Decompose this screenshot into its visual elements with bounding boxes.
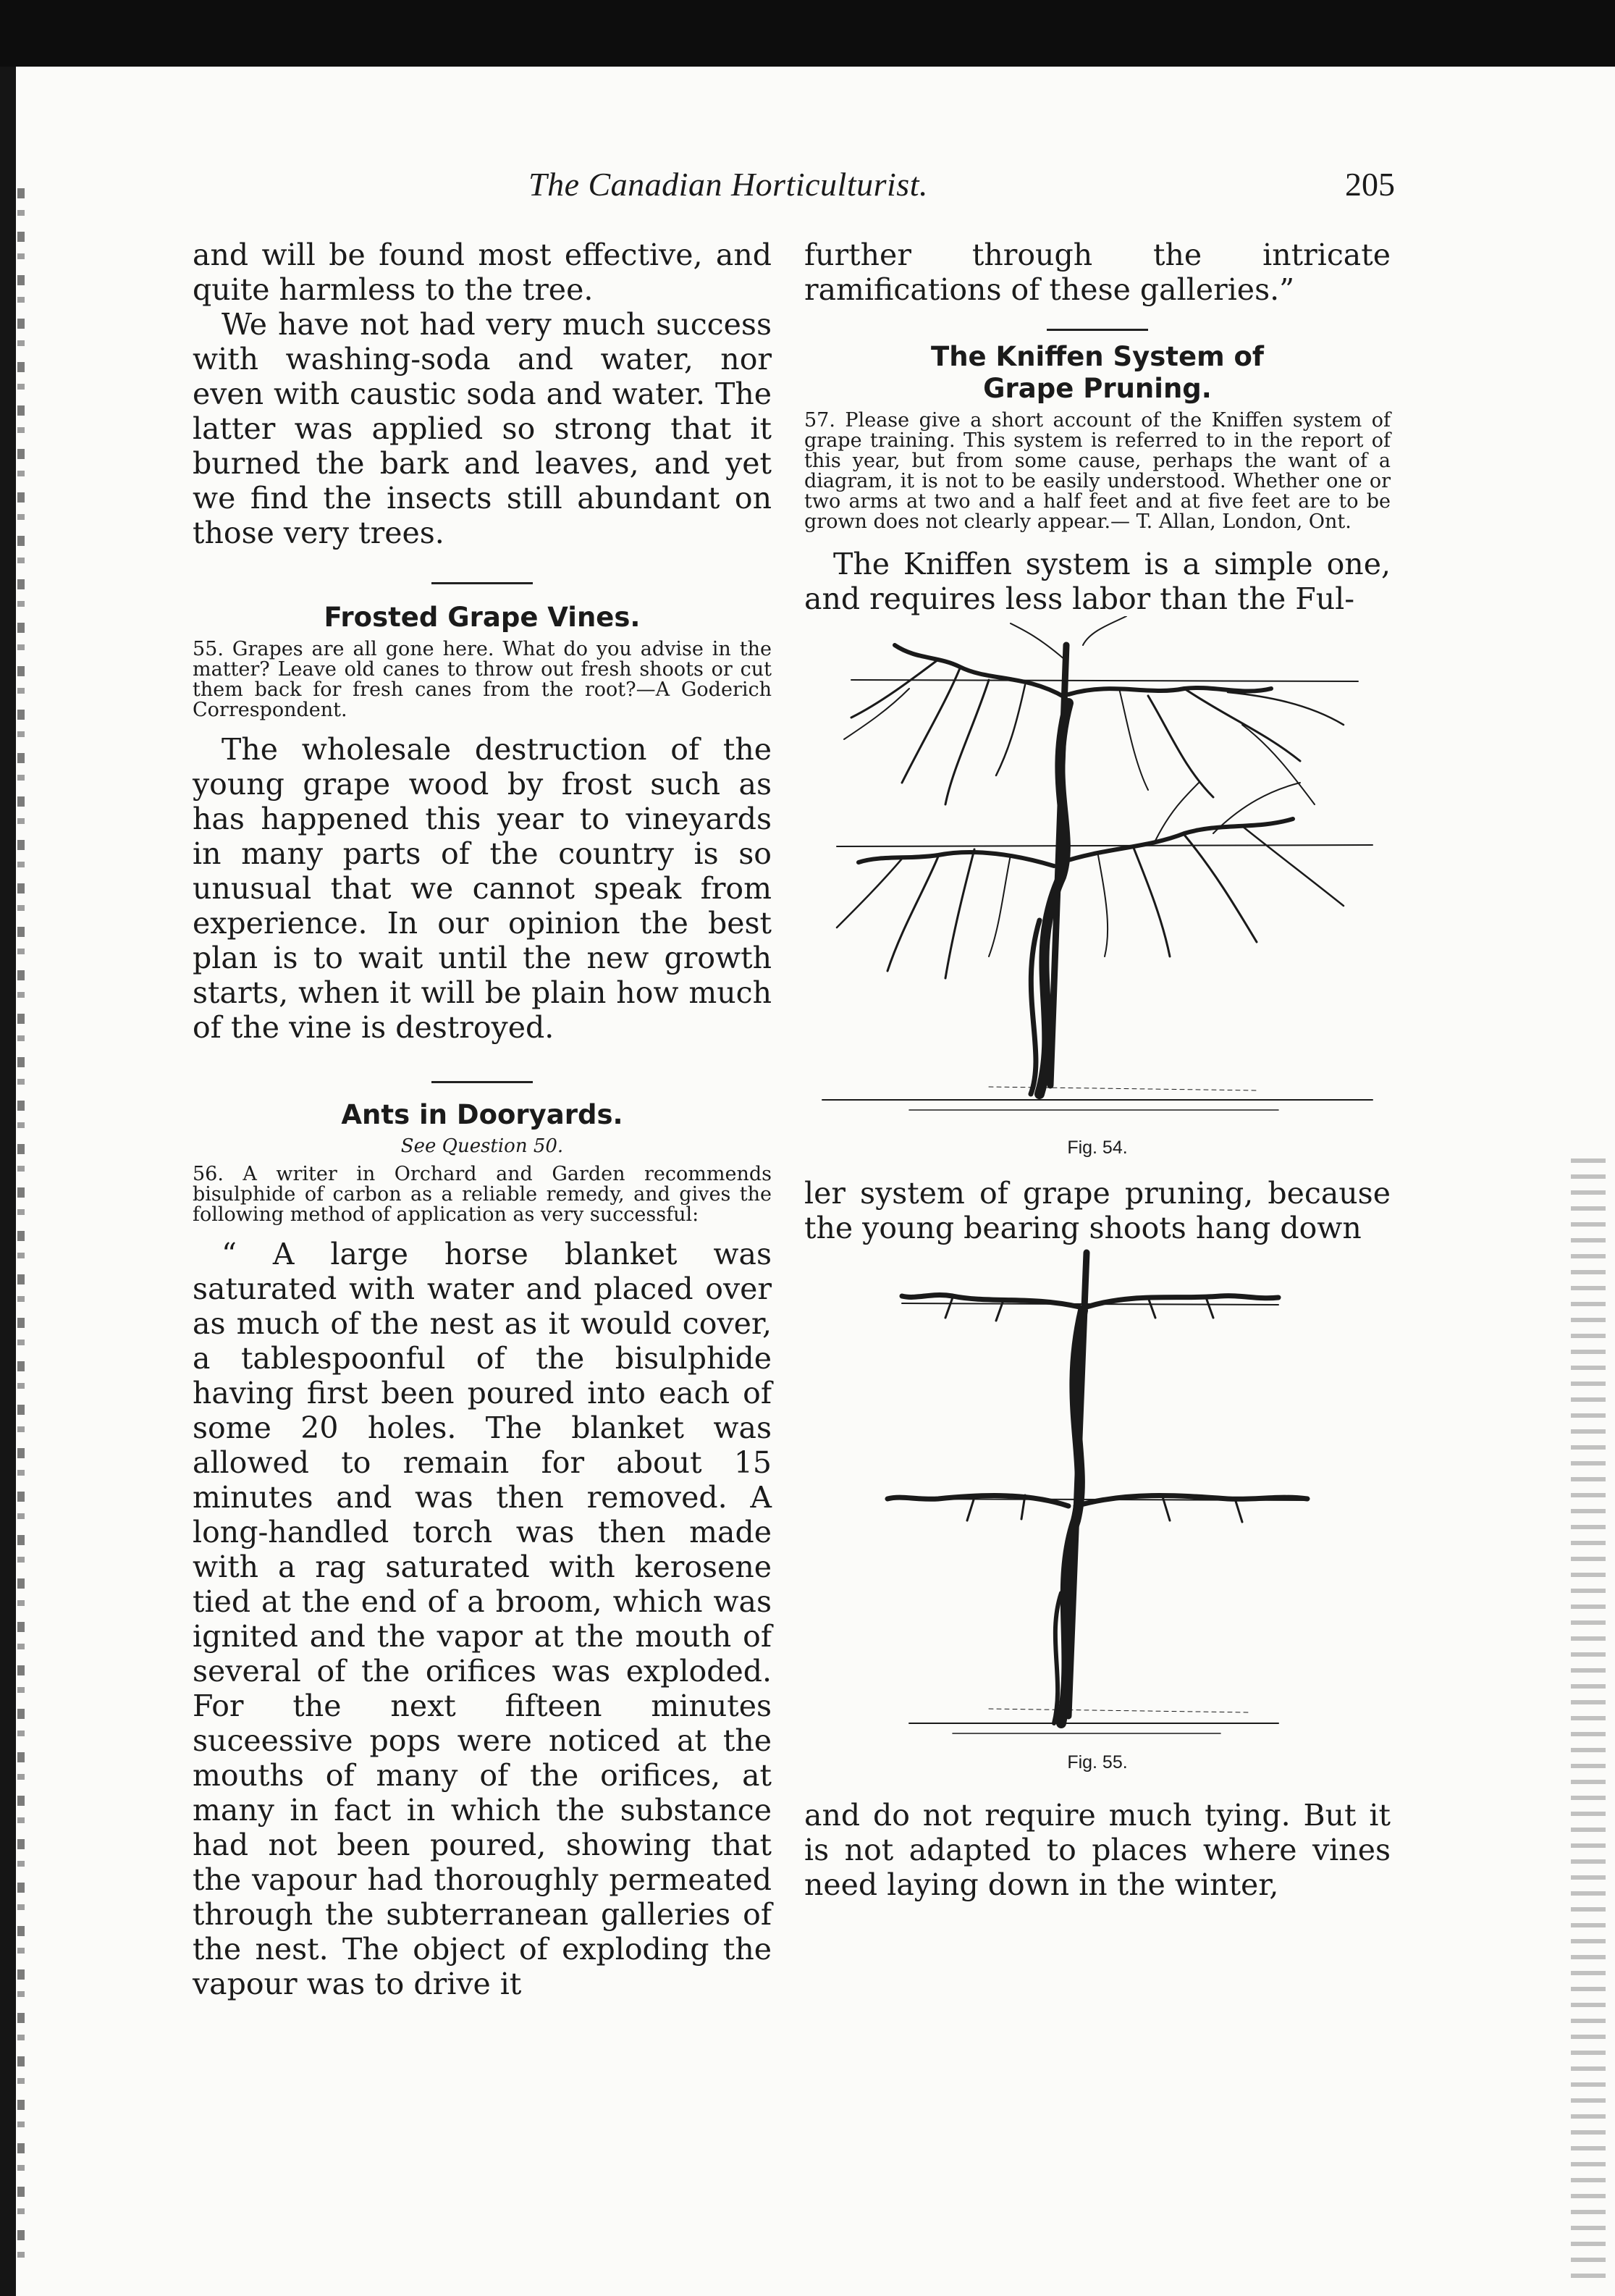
paragraph: We have not had very much success with washing-soda and water, nor even with caustic soda and water. The latter was applied so strong that it burned the bark and leaves, and yet we find the insects still abundant on those very trees.	[193, 307, 772, 550]
section-title-kniffen-system: The Kniffen System of Grape Pruning.	[930, 341, 1265, 404]
figure-55-grape-vine-illustration	[844, 1245, 1351, 1752]
running-title: The Canadian Horticulturist.	[528, 166, 928, 203]
quoted-paragraph: “ A large horse blanket was saturated with water and placed over as much of the nest as it would cover, a tablespoonful of the bisulphide having first been poured into each of some 20 holes. The blanket was allowed to remain for about 15 minutes and was then removed. A long-handled torch was then made with a rag saturated with kerosene tied at the end of a broom, which was ignited and the vapor at the mouth of several of the orifices was exploded. For the next fifteen minutes suceessive pops were noticed at the mouths of many of the orifices, at many in fact in which the substance had not been poured, showing that the vapour had thoroughly permeated through the subterranean galleries of the nest. The object of exploding the vapour was to drive it	[193, 1237, 772, 2001]
section-title-ants-in-dooryards: Ants in Dooryards.	[341, 1099, 623, 1130]
section-note: See Question 50.	[400, 1135, 564, 1157]
left-column	[193, 237, 772, 2001]
figure-54-caption: Fig. 54.	[1067, 1138, 1128, 1158]
question-55: 55. Grapes are all gone here. What do you advise in the matter? Leave old canes to throw out fresh shoots or cut them back for fresh canes from the root?—A Goderich Correspondent.	[193, 638, 772, 721]
right-column	[804, 237, 1391, 1902]
paragraph: The Kniffen system is a simple one, and requires less labor than the Ful-	[804, 547, 1391, 616]
section-title-frosted-grape-vines: Frosted Grape Vines.	[324, 602, 641, 633]
scan-right-edge-marks	[1571, 1158, 1606, 2288]
figure-55-caption: Fig. 55.	[1067, 1752, 1128, 1773]
paragraph: further through the intricate ramifications of these galleries.”	[804, 237, 1391, 307]
question-56: 56. A writer in Orchard and Garden recommends bisulphide of carbon as a reliable remedy, and gives the following method of application as very successful:	[193, 1163, 772, 1226]
scan-binding-marks	[17, 188, 25, 2259]
paragraph: The wholesale destruction of the young grape wood by frost such as has happened this year to vineyards in many parts of the country is so unusual that we cannot speak from experience. In our opinion the best plan is to wait until the new growth starts, when it will be plain how much of the vine is destroyed.	[193, 732, 772, 1045]
paragraph: and do not require much tying. But it is not adapted to places where vines need laying down in the winter,	[804, 1798, 1391, 1902]
page-number: 205	[1345, 166, 1395, 203]
question-57: 57. Please give a short account of the Kniffen system of grape training. This system is referred to in the report of this year, but from some cause, perhaps the want of a diagram, it is not to be easily understood. Whether one or two arms at two and a half feet and at five feet are to be grown does not clearly appear.— T. Allan, London, Ont.	[804, 409, 1391, 533]
scan-left-edge	[0, 67, 16, 2296]
paragraph: and will be found most effective, and quite harmless to the tree.	[193, 237, 772, 307]
figure-54-grape-vine-illustration	[808, 616, 1387, 1138]
paragraph: ler system of grape pruning, because the young bearing shoots hang down	[804, 1176, 1391, 1245]
scan-top-band	[0, 0, 1615, 67]
